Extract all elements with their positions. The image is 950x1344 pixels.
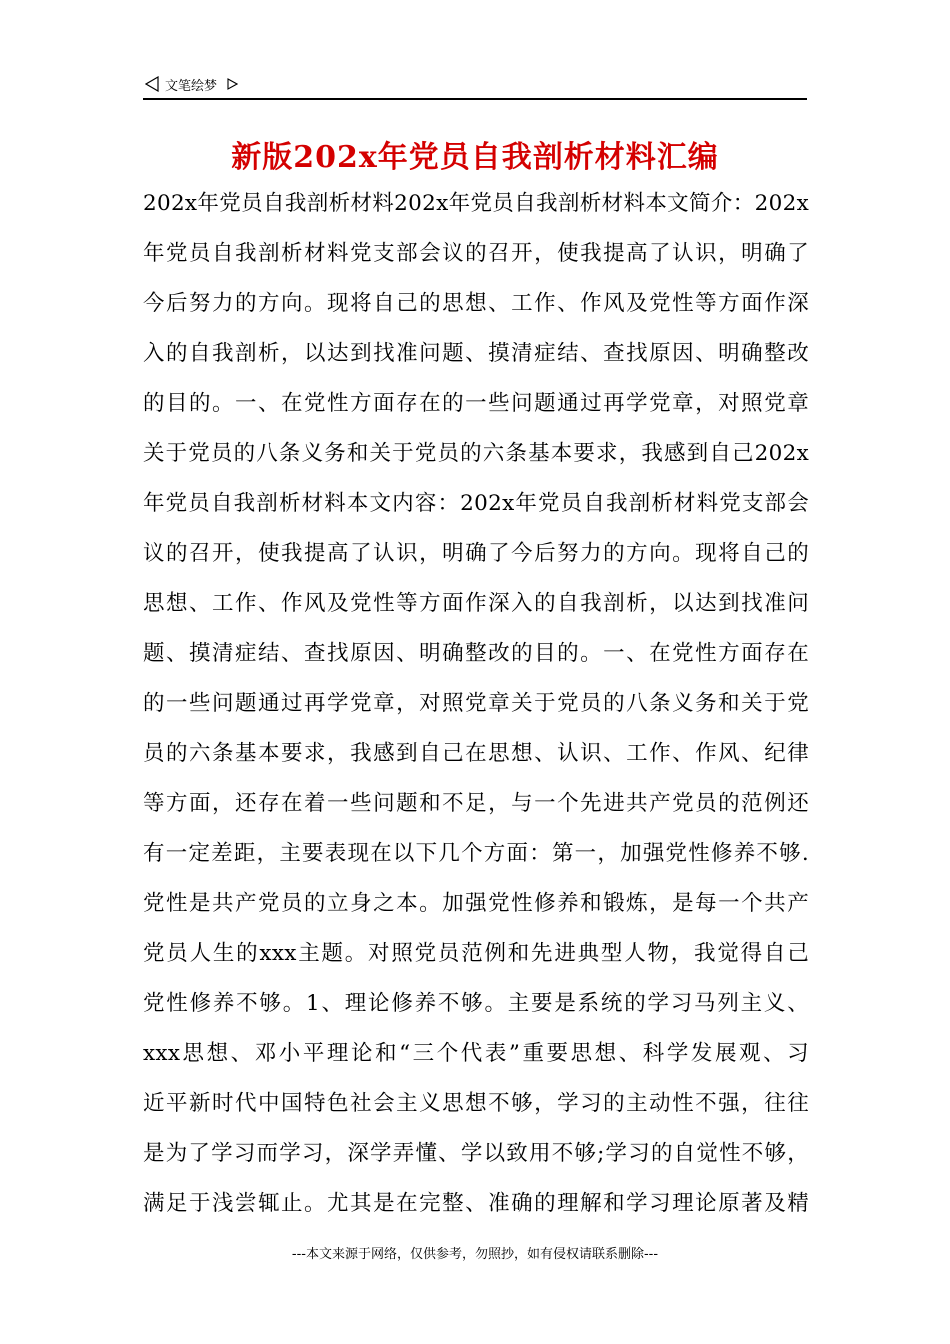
body-line: 今后努力的方向。现将自己的思想、工作、作风及党性等方面作深 [143,291,809,316]
body-line: 党性是共产党员的立身之本。加强党性修养和锻炼，是每一个共产 [143,891,809,916]
body-line: 年党员自我剖析材料党支部会议的召开，使我提高了认识，明确了 [143,241,809,266]
body-line: 是为了学习而学习，深学弄懂、学以致用不够;学习的自觉性不够， [143,1141,809,1166]
brand-label: 文笔绘梦 [165,78,218,94]
body-line: 满足于浅尝辄止。尤其是在完整、准确的理解和学习理论原著及精 [143,1191,809,1216]
body-line: 题、摸清症结、查找原因、明确整改的目的。一、在党性方面存在 [143,641,809,666]
document-title: 新版202x年党员自我剖析材料汇编 [231,140,719,175]
page-header [143,72,807,100]
brand [145,74,238,94]
document-body [143,186,809,1236]
body-line: 近平新时代中国特色社会主义思想不够，学习的主动性不强，往往 [143,1091,809,1116]
triangle-left-icon [145,76,159,92]
body-line: 党性修养不够。1、理论修养不够。主要是系统的学习马列主义、 [143,991,809,1016]
body-line: 党员人生的xxx主题。对照党员范例和先进典型人物，我觉得自己 [143,941,809,966]
body-line: 202x年党员自我剖析材料202x年党员自我剖析材料本文简介：202x [143,191,809,216]
body-line: 关于党员的八条义务和关于党员的六条基本要求，我感到自己202x [143,441,809,466]
body-line: xxx思想、邓小平理论和“三个代表”重要思想、科学发展观、习 [143,1041,809,1066]
footer-disclaimer: ---本文来源于网络，仅供参考，勿照抄，如有侵权请联系删除--- [291,1247,659,1262]
body-line: 员的六条基本要求，我感到自己在思想、认识、工作、作风、纪律 [143,741,809,766]
triangle-right-icon [227,78,238,90]
body-line: 思想、工作、作风及党性等方面作深入的自我剖析，以达到找准问 [143,591,809,616]
body-line: 的目的。一、在党性方面存在的一些问题通过再学党章，对照党章 [143,391,809,416]
body-line: 年党员自我剖析材料本文内容：202x年党员自我剖析材料党支部会 [143,491,809,516]
body-line: 入的自我剖析，以达到找准问题、摸清症结、查找原因、明确整改 [143,341,809,366]
body-line: 议的召开，使我提高了认识，明确了今后努力的方向。现将自己的 [143,541,809,566]
body-line: 等方面，还存在着一些问题和不足，与一个先进共产党员的范例还 [143,791,809,816]
body-line: 有一定差距，主要表现在以下几个方面：第一，加强党性修养不够. [143,841,809,866]
body-line: 的一些问题通过再学党章，对照党章关于党员的八条义务和关于党 [143,691,809,716]
